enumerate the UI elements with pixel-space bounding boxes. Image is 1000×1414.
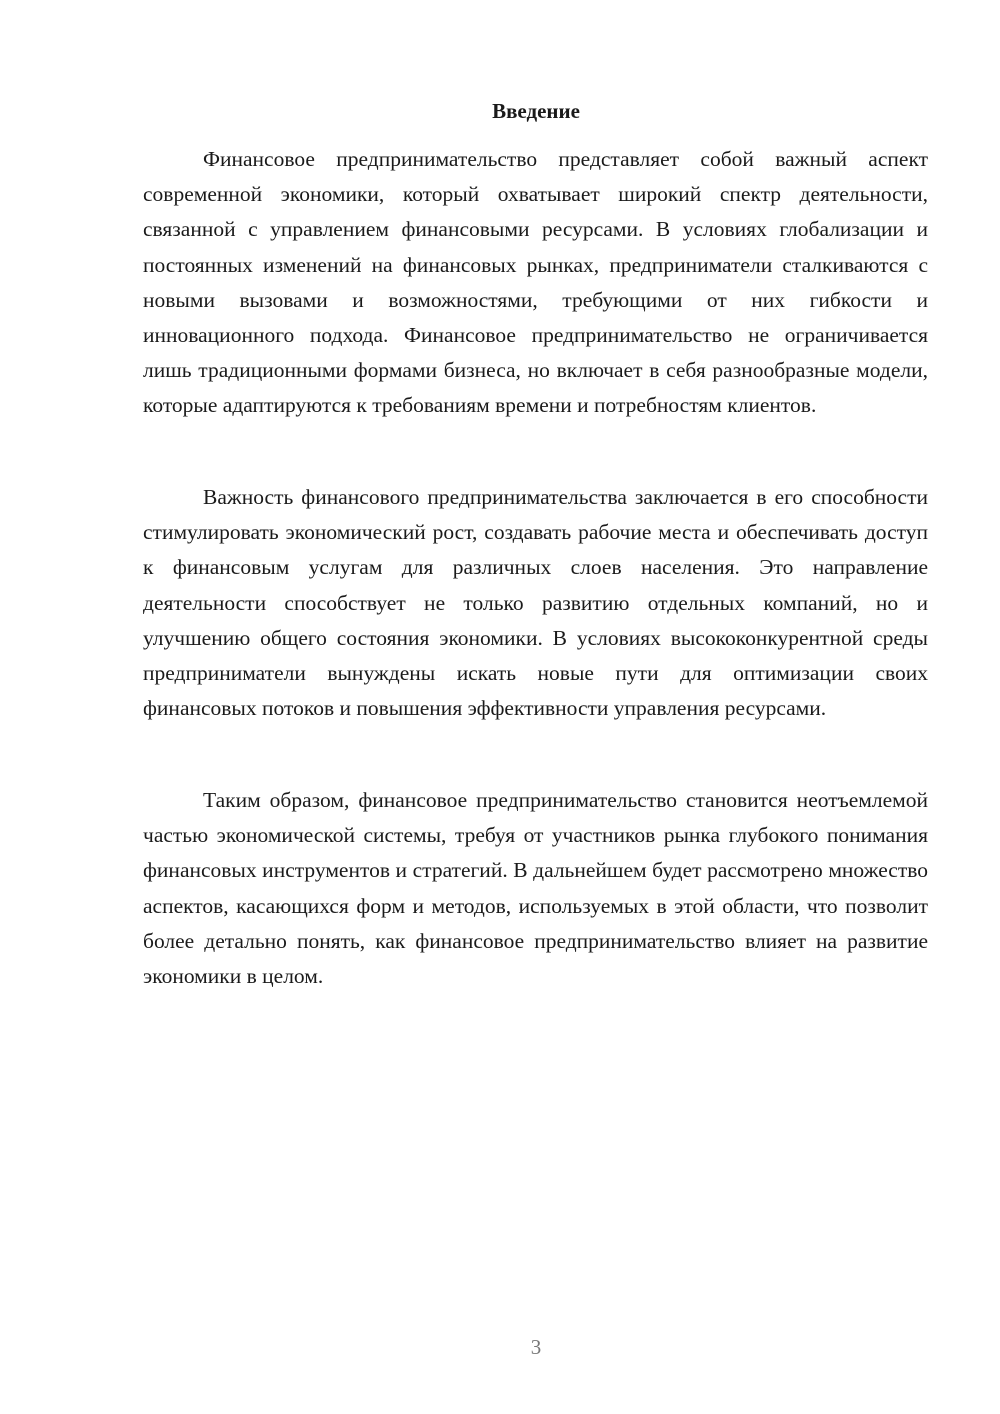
- section-heading: Введение: [492, 99, 580, 123]
- paragraph-2: Важность финансового предпринимательства заключается в его способности стимулировать экономический рост, создавать рабочие места и обеспечивать доступ к финансовым услугам для различных слоев населения. Это направление деятельности способствует не только развитию отдельных компаний, но и улучшению общего состояния экономики. В условиях высококонкурентной среды предприниматели вынуждены искать новые пути для оптимизации своих финансовых потоков и повышения эффективности управления ресурсами.: [143, 485, 928, 721]
- page-number: 3: [530, 1335, 542, 1359]
- paragraph-3: Таким образом, финансовое предпринимательство становится неотъемлемой частью экономической системы, требуя от участников рынка глубокого понимания финансовых инструментов и стратегий. В дальнейшем будет рассмотрено множество аспектов, касающихся форм и методов, используемых в этой области, что позволит более детально понять, как финансовое предпринимательство влияет на развитие экономики в целом.: [143, 788, 928, 989]
- paragraph-1: Финансовое предпринимательство представляет собой важный аспект современной экономики, который охватывает широкий спектр деятельности, связанной с управлением финансовыми ресурсами. В условиях глобализации и постоянных изменений на финансовых рынках, предприниматели сталкиваются с новыми вызовами и возможностями, требующими от них гибкости и инновационного подхода. Финансовое предпринимательство не ограничивается лишь традиционными формами бизнеса, но включает в себя разнообразные модели, которые адаптируются к требованиям времени и потребностям клиентов.: [143, 147, 928, 418]
